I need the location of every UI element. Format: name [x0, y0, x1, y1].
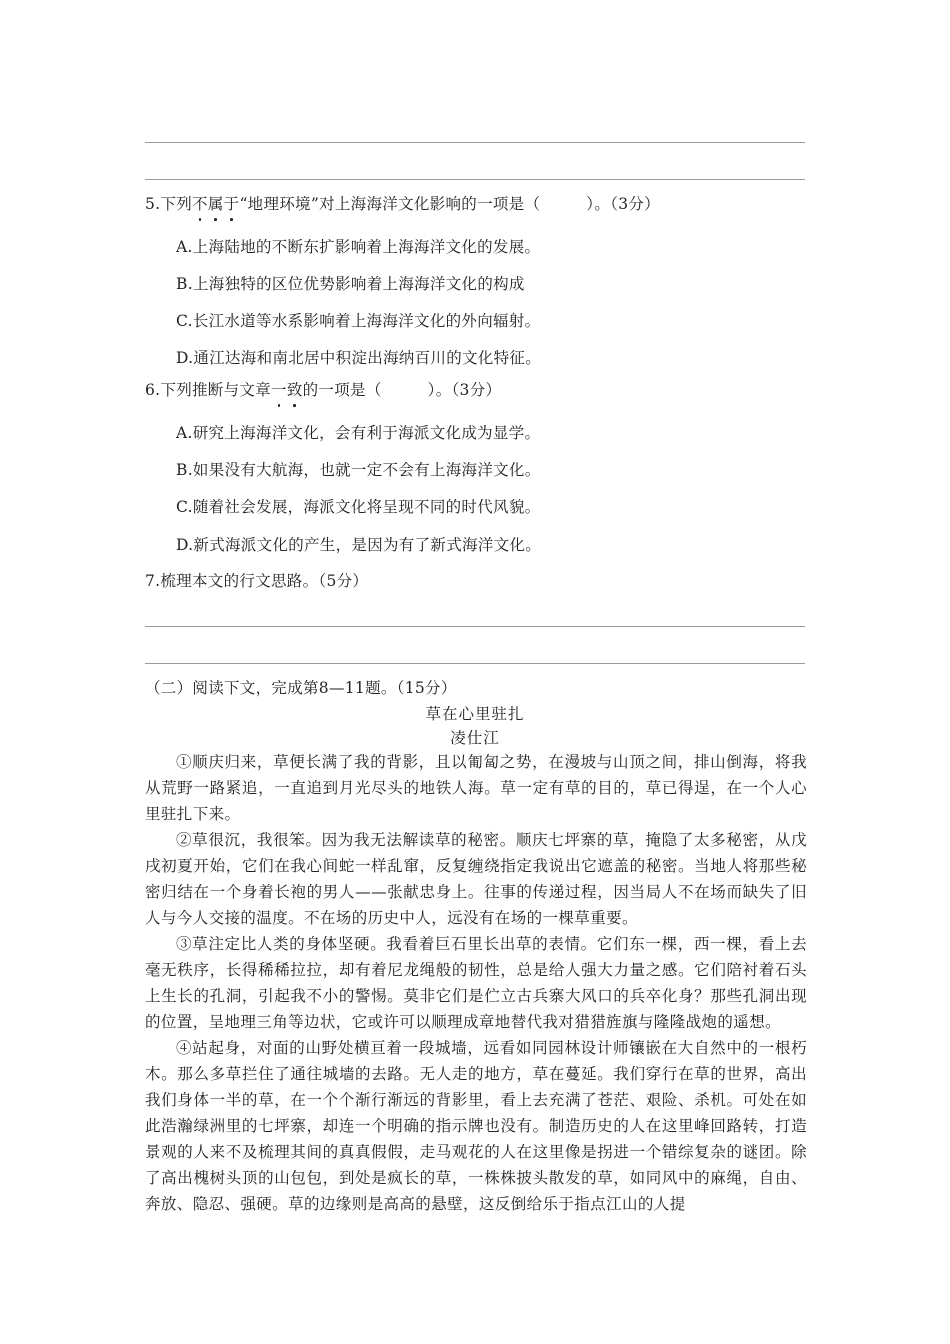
option-d: D.新式海派文化的产生，是因为有了新式海洋文化。: [176, 536, 542, 554]
question-7: 7.梳理本文的行文思路。（5分）: [145, 572, 369, 590]
emphasis-char: 一: [271, 381, 287, 399]
article-author: 凌仕江: [450, 729, 500, 747]
section-heading: （二）阅读下文，完成第8—11题。（15分）: [145, 679, 457, 697]
paragraph: ①顺庆归来，草便长满了我的背影，且以匍匐之势，在漫坡与山顶之间，排山倒海，将我从荒野一路紧追，一直追到月光尽头的地铁人海。草一定有草的目的，草已得逞，在一个人心里驻扎下来。: [145, 753, 807, 823]
option-b: B.如果没有大航海，也就一定不会有上海海洋文化。: [176, 461, 541, 479]
answer-line: [145, 626, 805, 627]
question-6: 6.下列推断与文章一致的一项是（ ）。（3分）: [145, 381, 502, 399]
option-b: B.上海独特的区位优势影响着上海海洋文化的构成: [176, 275, 525, 293]
paragraph: ②草很沉，我很笨。因为我无法解读草的秘密。顺庆七坪寨的草，掩隐了太多秘密，从戊戌初夏开始，它们在我心间蛇一样乱窜，反复缠绕指定我说出它遮盖的秘密。当地人将那些秘密归结在一个身着长袍的男人——张献忠身上。往事的传递过程，因当局人不在场而缺失了旧人与今人交接的温度。不在场的历史中人，远没有在场的一棵草重要。: [145, 831, 807, 927]
emphasis-char: 致: [286, 381, 303, 399]
emphasis-char: 属: [207, 195, 224, 213]
answer-line: [145, 179, 805, 180]
option-d: D.通江达海和南北居中积淀出海纳百川的文化特征。: [176, 349, 542, 367]
paragraph: ④站起身，对面的山野处横亘着一段城墙，远看如同园林设计师镶嵌在大自然中的一根朽木。那么多草拦住了通往城墙的去路。无人走的地方，草在蔓延。我们穿行在草的世界，高出我们身体一半的草，在一个个渐行渐远的背影里，看上去充满了苍茫、艰险、杀机。可处在如此浩瀚绿洲里的七坪寨，却连一个明确的指示牌也没有。制造历史的人在这里峰回路转，打造景观的人来不及梳理其间的真真假假，走马观花的人在这里像是拐进一个错综复杂的谜团。除了高出槐树头顶的山包包，到处是疯长的草，一株株披头散发的草，如同风中的麻绳，自由、奔放、隐忍、强硬。草的边缘则是高高的悬壁，这反倒给乐于指点江山的人提: [145, 1039, 807, 1213]
option-c: C.长江水道等水系影响着上海海洋文化的外向辐射。: [176, 312, 541, 330]
paragraph: ③草注定比人类的身体坚硬。我看着巨石里长出草的表情。它们东一棵，西一棵，看上去毫无秩序，长得稀稀拉拉，却有着尼龙绳般的韧性，总是给人强大力量之感。它们陪衬着石头上生长的孔洞，引起我不小的警惕。莫非它们是伫立古兵寨大风口的兵卒化身？那些孔洞出现的位置，呈地理三角等边状，它或许可以顺理成章地替代我对猎猎旌旗与隆隆战炮的遥想。: [145, 935, 807, 1031]
answer-line: [145, 663, 805, 664]
question-5: 5.下列不属于“地理环境”对上海海洋文化影响的一项是（ ）。（3分）: [145, 195, 660, 213]
option-a: A.研究上海海洋文化，会有利于海派文化成为显学。: [176, 424, 541, 442]
emphasis-char: 不: [192, 195, 208, 213]
answer-line: [145, 142, 805, 143]
option-a: A.上海陆地的不断东扩影响着上海海洋文化的发展。: [176, 238, 541, 256]
article-title: 草在心里驻扎: [425, 705, 525, 723]
option-c: C.随着社会发展，海派文化将呈现不同的时代风貌。: [176, 498, 541, 516]
emphasis-char: 于: [223, 195, 240, 213]
article-body: [145, 749, 807, 1217]
